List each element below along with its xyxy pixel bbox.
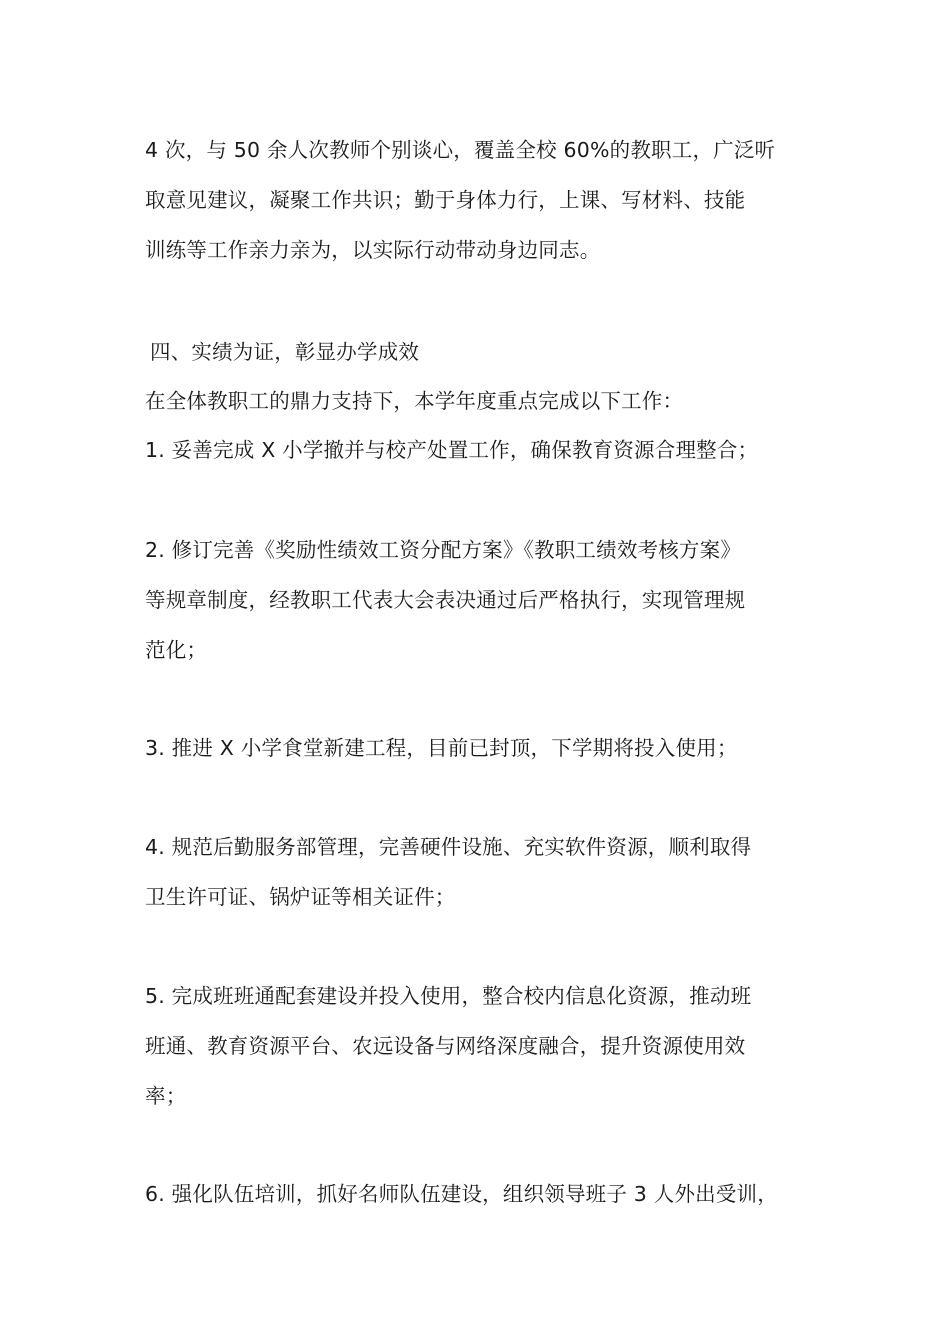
list-item: 4. 规范后勤服务部管理，完善硬件设施、充实软件资源，顺利取得 xyxy=(145,835,752,859)
list-item: 1. 妥善完成 X 小学撤并与校产处置工作，确保教育资源合理整合； xyxy=(145,438,759,462)
section-heading: 四、实绩为证，彰显办学成效 xyxy=(150,340,420,364)
list-item: 3. 推进 X 小学食堂新建工程，目前已封顶，下学期将投入使用； xyxy=(145,736,738,760)
paragraph-line: 4 次，与 50 余人次教师个别谈心，覆盖全校 60%的教职工，广泛听 xyxy=(145,138,776,162)
list-item: 5. 完成班班通配套建设并投入使用，整合校内信息化资源，推动班 xyxy=(145,984,752,1008)
paragraph-line: 在全体教职工的鼎力支持下，本学年度重点完成以下工作： xyxy=(145,389,684,413)
paragraph-line: 训练等工作亲力亲为，以实际行动带动身边同志。 xyxy=(145,238,601,262)
list-item-continuation: 班通、教育资源平台、农远设备与网络深度融合，提升资源使用效 xyxy=(145,1034,746,1058)
list-item-continuation: 卫生许可证、锅炉证等相关证件； xyxy=(145,885,456,909)
list-item: 6. 强化队伍培训，抓好名师队伍建设，组织领导班子 3 人外出受训， xyxy=(145,1182,778,1206)
list-item-continuation: 范化； xyxy=(145,638,208,662)
list-item: 2. 修订完善《奖励性绩效工资分配方案》《教职工绩效考核方案》 xyxy=(145,538,742,562)
list-item-continuation: 等规章制度，经教职工代表大会表决通过后严格执行，实现管理规 xyxy=(145,588,746,612)
list-item-continuation: 率； xyxy=(145,1084,187,1108)
paragraph-line: 取意见建议，凝聚工作共识；勤于身体力行，上课、写材料、技能 xyxy=(145,188,746,212)
